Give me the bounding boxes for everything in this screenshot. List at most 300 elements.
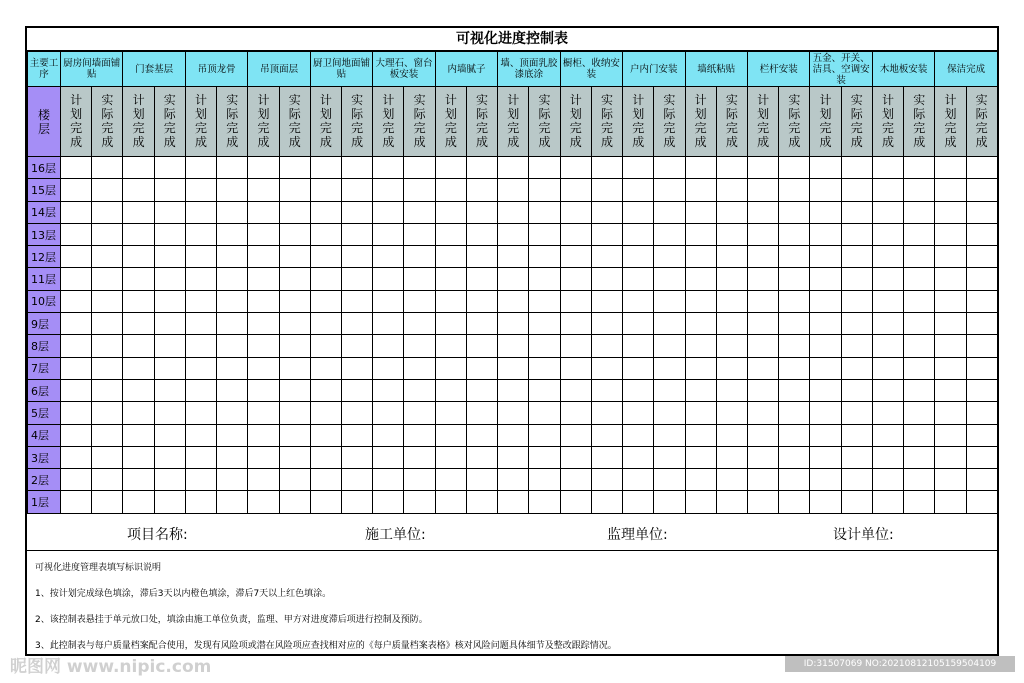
progress-cell[interactable] <box>685 335 716 357</box>
progress-cell[interactable] <box>560 446 591 468</box>
progress-cell[interactable] <box>248 179 279 201</box>
progress-cell[interactable] <box>404 157 435 179</box>
progress-cell[interactable] <box>404 246 435 268</box>
progress-cell[interactable] <box>654 335 685 357</box>
progress-cell[interactable] <box>435 157 466 179</box>
progress-cell[interactable] <box>342 335 373 357</box>
progress-cell[interactable] <box>92 491 123 513</box>
progress-cell[interactable] <box>466 223 497 245</box>
progress-cell[interactable] <box>529 424 560 446</box>
progress-cell[interactable] <box>716 268 747 290</box>
progress-cell[interactable] <box>217 201 248 223</box>
progress-cell[interactable] <box>810 201 841 223</box>
progress-cell[interactable] <box>872 246 903 268</box>
progress-cell[interactable] <box>716 357 747 379</box>
progress-cell[interactable] <box>61 179 92 201</box>
progress-cell[interactable] <box>591 335 622 357</box>
progress-cell[interactable] <box>279 424 310 446</box>
progress-cell[interactable] <box>716 469 747 491</box>
progress-cell[interactable] <box>560 491 591 513</box>
progress-cell[interactable] <box>966 379 997 401</box>
progress-cell[interactable] <box>716 335 747 357</box>
progress-cell[interactable] <box>685 357 716 379</box>
progress-cell[interactable] <box>498 223 529 245</box>
progress-cell[interactable] <box>654 491 685 513</box>
progress-cell[interactable] <box>935 268 966 290</box>
progress-cell[interactable] <box>529 446 560 468</box>
progress-cell[interactable] <box>466 201 497 223</box>
progress-cell[interactable] <box>154 491 185 513</box>
progress-cell[interactable] <box>654 223 685 245</box>
progress-cell[interactable] <box>654 313 685 335</box>
progress-cell[interactable] <box>904 179 935 201</box>
progress-cell[interactable] <box>716 246 747 268</box>
progress-cell[interactable] <box>623 290 654 312</box>
progress-cell[interactable] <box>217 157 248 179</box>
progress-cell[interactable] <box>342 424 373 446</box>
progress-cell[interactable] <box>685 469 716 491</box>
progress-cell[interactable] <box>123 491 154 513</box>
progress-cell[interactable] <box>373 446 404 468</box>
progress-cell[interactable] <box>935 491 966 513</box>
progress-cell[interactable] <box>935 201 966 223</box>
progress-cell[interactable] <box>342 469 373 491</box>
progress-cell[interactable] <box>904 313 935 335</box>
progress-cell[interactable] <box>779 469 810 491</box>
progress-cell[interactable] <box>966 402 997 424</box>
progress-cell[interactable] <box>654 290 685 312</box>
progress-cell[interactable] <box>217 335 248 357</box>
progress-cell[interactable] <box>560 223 591 245</box>
progress-cell[interactable] <box>747 179 778 201</box>
progress-cell[interactable] <box>154 469 185 491</box>
progress-cell[interactable] <box>747 357 778 379</box>
progress-cell[interactable] <box>841 223 872 245</box>
progress-cell[interactable] <box>841 268 872 290</box>
progress-cell[interactable] <box>654 446 685 468</box>
progress-cell[interactable] <box>529 402 560 424</box>
progress-cell[interactable] <box>92 179 123 201</box>
progress-cell[interactable] <box>841 313 872 335</box>
progress-cell[interactable] <box>185 491 216 513</box>
progress-cell[interactable] <box>279 290 310 312</box>
progress-cell[interactable] <box>747 157 778 179</box>
progress-cell[interactable] <box>810 446 841 468</box>
progress-cell[interactable] <box>904 424 935 446</box>
progress-cell[interactable] <box>966 223 997 245</box>
progress-cell[interactable] <box>498 469 529 491</box>
progress-cell[interactable] <box>591 446 622 468</box>
progress-cell[interactable] <box>466 379 497 401</box>
progress-cell[interactable] <box>529 246 560 268</box>
progress-cell[interactable] <box>904 402 935 424</box>
progress-cell[interactable] <box>623 446 654 468</box>
progress-cell[interactable] <box>779 446 810 468</box>
progress-cell[interactable] <box>310 357 341 379</box>
progress-cell[interactable] <box>810 491 841 513</box>
progress-cell[interactable] <box>342 491 373 513</box>
progress-cell[interactable] <box>529 179 560 201</box>
progress-cell[interactable] <box>872 424 903 446</box>
progress-cell[interactable] <box>279 179 310 201</box>
progress-cell[interactable] <box>185 179 216 201</box>
progress-cell[interactable] <box>92 379 123 401</box>
progress-cell[interactable] <box>623 491 654 513</box>
progress-cell[interactable] <box>747 201 778 223</box>
progress-cell[interactable] <box>498 268 529 290</box>
progress-cell[interactable] <box>935 357 966 379</box>
progress-cell[interactable] <box>560 268 591 290</box>
progress-cell[interactable] <box>248 157 279 179</box>
progress-cell[interactable] <box>61 402 92 424</box>
progress-cell[interactable] <box>623 379 654 401</box>
progress-cell[interactable] <box>310 290 341 312</box>
progress-cell[interactable] <box>123 290 154 312</box>
progress-cell[interactable] <box>92 357 123 379</box>
progress-cell[interactable] <box>654 201 685 223</box>
progress-cell[interactable] <box>716 201 747 223</box>
progress-cell[interactable] <box>779 424 810 446</box>
progress-cell[interactable] <box>404 290 435 312</box>
progress-cell[interactable] <box>685 402 716 424</box>
progress-cell[interactable] <box>342 313 373 335</box>
progress-cell[interactable] <box>716 179 747 201</box>
progress-cell[interactable] <box>435 268 466 290</box>
progress-cell[interactable] <box>404 223 435 245</box>
progress-cell[interactable] <box>529 379 560 401</box>
progress-cell[interactable] <box>404 357 435 379</box>
progress-cell[interactable] <box>123 179 154 201</box>
progress-cell[interactable] <box>623 424 654 446</box>
progress-cell[interactable] <box>342 223 373 245</box>
progress-cell[interactable] <box>623 469 654 491</box>
progress-cell[interactable] <box>185 157 216 179</box>
progress-cell[interactable] <box>61 446 92 468</box>
progress-cell[interactable] <box>560 469 591 491</box>
progress-cell[interactable] <box>310 268 341 290</box>
progress-cell[interactable] <box>716 157 747 179</box>
progress-cell[interactable] <box>279 357 310 379</box>
progress-cell[interactable] <box>310 402 341 424</box>
progress-cell[interactable] <box>435 223 466 245</box>
progress-cell[interactable] <box>966 335 997 357</box>
progress-cell[interactable] <box>154 313 185 335</box>
progress-cell[interactable] <box>123 424 154 446</box>
progress-cell[interactable] <box>779 313 810 335</box>
progress-cell[interactable] <box>217 313 248 335</box>
progress-cell[interactable] <box>560 402 591 424</box>
progress-cell[interactable] <box>966 446 997 468</box>
progress-cell[interactable] <box>404 313 435 335</box>
progress-cell[interactable] <box>61 223 92 245</box>
progress-cell[interactable] <box>217 424 248 446</box>
progress-cell[interactable] <box>591 357 622 379</box>
progress-cell[interactable] <box>935 379 966 401</box>
progress-cell[interactable] <box>685 446 716 468</box>
progress-cell[interactable] <box>154 290 185 312</box>
progress-cell[interactable] <box>904 357 935 379</box>
progress-cell[interactable] <box>185 201 216 223</box>
progress-cell[interactable] <box>872 313 903 335</box>
progress-cell[interactable] <box>747 335 778 357</box>
progress-cell[interactable] <box>217 290 248 312</box>
progress-cell[interactable] <box>342 402 373 424</box>
progress-cell[interactable] <box>123 246 154 268</box>
progress-cell[interactable] <box>373 223 404 245</box>
progress-cell[interactable] <box>591 157 622 179</box>
progress-cell[interactable] <box>935 446 966 468</box>
progress-cell[interactable] <box>61 246 92 268</box>
progress-cell[interactable] <box>623 157 654 179</box>
progress-cell[interactable] <box>185 313 216 335</box>
progress-cell[interactable] <box>123 201 154 223</box>
progress-cell[interactable] <box>435 424 466 446</box>
progress-cell[interactable] <box>591 268 622 290</box>
progress-cell[interactable] <box>466 424 497 446</box>
progress-cell[interactable] <box>810 179 841 201</box>
progress-cell[interactable] <box>591 491 622 513</box>
progress-cell[interactable] <box>61 290 92 312</box>
progress-cell[interactable] <box>685 246 716 268</box>
progress-cell[interactable] <box>904 223 935 245</box>
progress-cell[interactable] <box>623 201 654 223</box>
progress-cell[interactable] <box>217 357 248 379</box>
progress-cell[interactable] <box>435 357 466 379</box>
progress-cell[interactable] <box>61 268 92 290</box>
progress-cell[interactable] <box>185 223 216 245</box>
progress-cell[interactable] <box>435 379 466 401</box>
progress-cell[interactable] <box>904 246 935 268</box>
progress-cell[interactable] <box>747 446 778 468</box>
progress-cell[interactable] <box>248 335 279 357</box>
progress-cell[interactable] <box>185 402 216 424</box>
progress-cell[interactable] <box>560 179 591 201</box>
progress-cell[interactable] <box>623 268 654 290</box>
progress-cell[interactable] <box>404 469 435 491</box>
progress-cell[interactable] <box>61 357 92 379</box>
progress-cell[interactable] <box>529 357 560 379</box>
progress-cell[interactable] <box>248 268 279 290</box>
progress-cell[interactable] <box>310 446 341 468</box>
progress-cell[interactable] <box>92 201 123 223</box>
progress-cell[interactable] <box>373 379 404 401</box>
progress-cell[interactable] <box>716 491 747 513</box>
progress-cell[interactable] <box>466 246 497 268</box>
progress-cell[interactable] <box>560 379 591 401</box>
progress-cell[interactable] <box>185 246 216 268</box>
progress-cell[interactable] <box>217 446 248 468</box>
progress-cell[interactable] <box>373 469 404 491</box>
progress-cell[interactable] <box>310 491 341 513</box>
progress-cell[interactable] <box>279 313 310 335</box>
progress-cell[interactable] <box>185 469 216 491</box>
progress-cell[interactable] <box>716 379 747 401</box>
progress-cell[interactable] <box>935 424 966 446</box>
progress-cell[interactable] <box>92 246 123 268</box>
progress-cell[interactable] <box>92 446 123 468</box>
progress-cell[interactable] <box>810 379 841 401</box>
progress-cell[interactable] <box>92 157 123 179</box>
progress-cell[interactable] <box>92 223 123 245</box>
progress-cell[interactable] <box>185 268 216 290</box>
progress-cell[interactable] <box>123 379 154 401</box>
progress-cell[interactable] <box>404 379 435 401</box>
progress-cell[interactable] <box>373 201 404 223</box>
progress-cell[interactable] <box>935 313 966 335</box>
progress-cell[interactable] <box>217 246 248 268</box>
progress-cell[interactable] <box>810 424 841 446</box>
progress-cell[interactable] <box>591 424 622 446</box>
progress-cell[interactable] <box>310 223 341 245</box>
progress-cell[interactable] <box>560 313 591 335</box>
progress-cell[interactable] <box>466 268 497 290</box>
progress-cell[interactable] <box>685 223 716 245</box>
progress-cell[interactable] <box>685 157 716 179</box>
progress-cell[interactable] <box>92 290 123 312</box>
progress-cell[interactable] <box>716 223 747 245</box>
progress-cell[interactable] <box>904 268 935 290</box>
progress-cell[interactable] <box>935 290 966 312</box>
progress-cell[interactable] <box>373 402 404 424</box>
progress-cell[interactable] <box>279 201 310 223</box>
progress-cell[interactable] <box>716 402 747 424</box>
progress-cell[interactable] <box>310 469 341 491</box>
progress-cell[interactable] <box>623 246 654 268</box>
progress-cell[interactable] <box>685 491 716 513</box>
progress-cell[interactable] <box>810 290 841 312</box>
progress-cell[interactable] <box>435 446 466 468</box>
progress-cell[interactable] <box>185 446 216 468</box>
progress-cell[interactable] <box>872 268 903 290</box>
progress-cell[interactable] <box>872 491 903 513</box>
progress-cell[interactable] <box>342 201 373 223</box>
progress-cell[interactable] <box>779 402 810 424</box>
progress-cell[interactable] <box>872 357 903 379</box>
progress-cell[interactable] <box>342 446 373 468</box>
progress-cell[interactable] <box>623 179 654 201</box>
progress-cell[interactable] <box>872 179 903 201</box>
progress-cell[interactable] <box>591 290 622 312</box>
progress-cell[interactable] <box>154 446 185 468</box>
progress-cell[interactable] <box>123 157 154 179</box>
progress-cell[interactable] <box>841 402 872 424</box>
progress-cell[interactable] <box>904 469 935 491</box>
progress-cell[interactable] <box>279 491 310 513</box>
progress-cell[interactable] <box>623 335 654 357</box>
progress-cell[interactable] <box>966 290 997 312</box>
progress-cell[interactable] <box>904 446 935 468</box>
progress-cell[interactable] <box>529 469 560 491</box>
progress-cell[interactable] <box>466 469 497 491</box>
progress-cell[interactable] <box>841 424 872 446</box>
progress-cell[interactable] <box>810 268 841 290</box>
progress-cell[interactable] <box>279 402 310 424</box>
progress-cell[interactable] <box>872 402 903 424</box>
progress-cell[interactable] <box>498 446 529 468</box>
progress-cell[interactable] <box>904 491 935 513</box>
progress-cell[interactable] <box>841 179 872 201</box>
progress-cell[interactable] <box>560 290 591 312</box>
progress-cell[interactable] <box>185 357 216 379</box>
progress-cell[interactable] <box>248 290 279 312</box>
progress-cell[interactable] <box>310 157 341 179</box>
progress-cell[interactable] <box>841 469 872 491</box>
progress-cell[interactable] <box>342 246 373 268</box>
progress-cell[interactable] <box>404 402 435 424</box>
progress-cell[interactable] <box>498 335 529 357</box>
progress-cell[interactable] <box>404 446 435 468</box>
progress-cell[interactable] <box>841 379 872 401</box>
progress-cell[interactable] <box>779 223 810 245</box>
progress-cell[interactable] <box>560 157 591 179</box>
progress-cell[interactable] <box>310 313 341 335</box>
progress-cell[interactable] <box>716 313 747 335</box>
progress-cell[interactable] <box>498 246 529 268</box>
progress-cell[interactable] <box>154 402 185 424</box>
progress-cell[interactable] <box>529 223 560 245</box>
progress-cell[interactable] <box>92 402 123 424</box>
progress-cell[interactable] <box>498 313 529 335</box>
progress-cell[interactable] <box>310 424 341 446</box>
progress-cell[interactable] <box>373 157 404 179</box>
progress-cell[interactable] <box>498 179 529 201</box>
progress-cell[interactable] <box>623 313 654 335</box>
progress-cell[interactable] <box>872 201 903 223</box>
progress-cell[interactable] <box>498 424 529 446</box>
progress-cell[interactable] <box>810 223 841 245</box>
progress-cell[interactable] <box>61 379 92 401</box>
progress-cell[interactable] <box>779 491 810 513</box>
progress-cell[interactable] <box>217 469 248 491</box>
progress-cell[interactable] <box>466 313 497 335</box>
progress-cell[interactable] <box>747 290 778 312</box>
progress-cell[interactable] <box>591 402 622 424</box>
progress-cell[interactable] <box>248 446 279 468</box>
progress-cell[interactable] <box>966 313 997 335</box>
progress-cell[interactable] <box>154 335 185 357</box>
progress-cell[interactable] <box>217 179 248 201</box>
progress-cell[interactable] <box>373 313 404 335</box>
progress-cell[interactable] <box>248 402 279 424</box>
progress-cell[interactable] <box>560 201 591 223</box>
progress-cell[interactable] <box>435 402 466 424</box>
progress-cell[interactable] <box>154 357 185 379</box>
progress-cell[interactable] <box>591 179 622 201</box>
progress-cell[interactable] <box>654 424 685 446</box>
progress-cell[interactable] <box>404 491 435 513</box>
progress-cell[interactable] <box>248 357 279 379</box>
progress-cell[interactable] <box>217 402 248 424</box>
progress-cell[interactable] <box>248 491 279 513</box>
progress-cell[interactable] <box>685 379 716 401</box>
progress-cell[interactable] <box>685 179 716 201</box>
progress-cell[interactable] <box>810 402 841 424</box>
progress-cell[interactable] <box>872 223 903 245</box>
progress-cell[interactable] <box>466 402 497 424</box>
progress-cell[interactable] <box>279 223 310 245</box>
progress-cell[interactable] <box>529 157 560 179</box>
progress-cell[interactable] <box>185 290 216 312</box>
progress-cell[interactable] <box>435 290 466 312</box>
progress-cell[interactable] <box>560 335 591 357</box>
progress-cell[interactable] <box>154 379 185 401</box>
progress-cell[interactable] <box>935 223 966 245</box>
progress-cell[interactable] <box>310 179 341 201</box>
progress-cell[interactable] <box>61 201 92 223</box>
progress-cell[interactable] <box>685 268 716 290</box>
progress-cell[interactable] <box>123 335 154 357</box>
progress-cell[interactable] <box>342 290 373 312</box>
